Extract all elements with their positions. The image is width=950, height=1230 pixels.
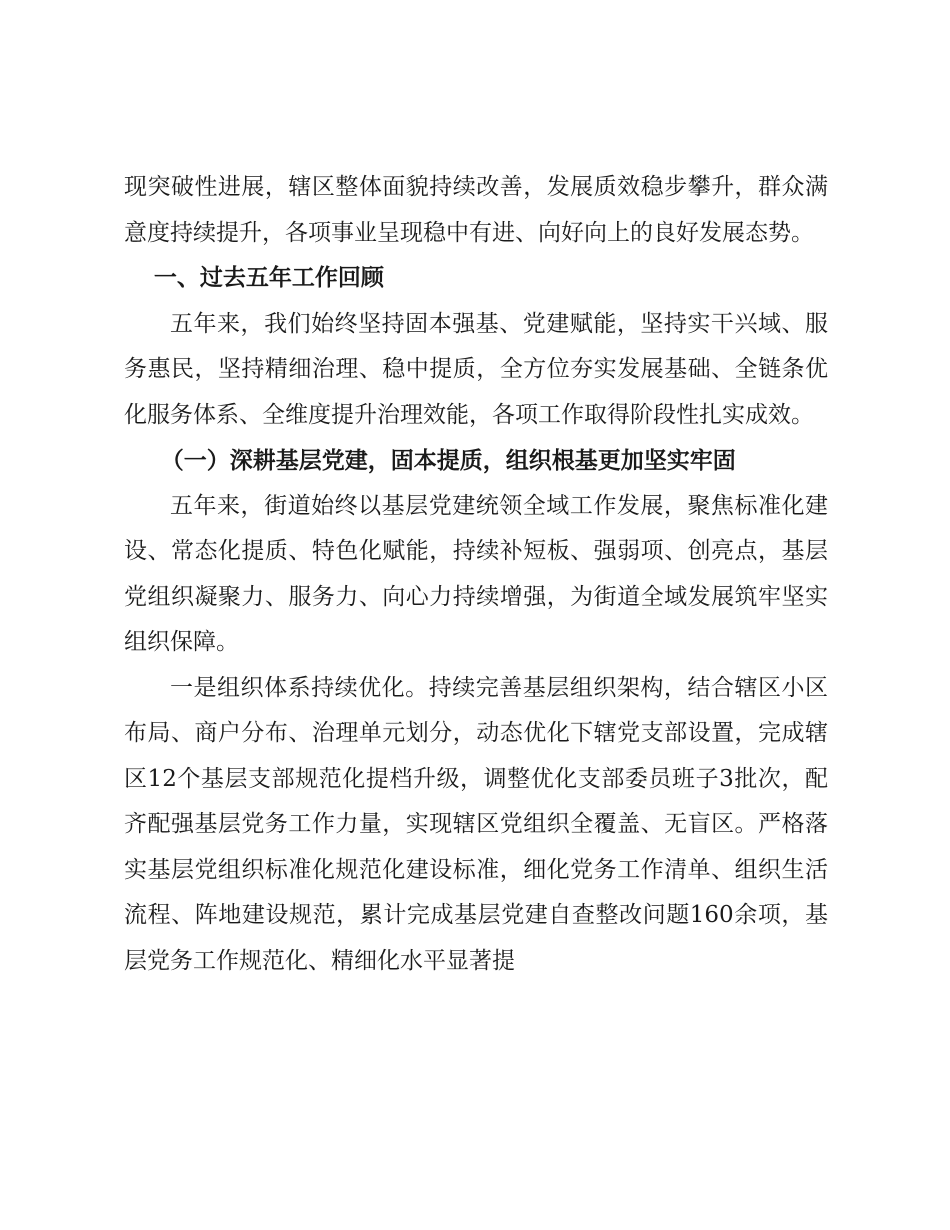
subsection-heading: （一）深耕基层党建，固本提质，组织根基更加坚实牢固 [160, 447, 736, 474]
paragraph-party-building: 五年来，街道始终以基层党建统领全域工作发展，聚焦标准化建设、常态化提质、特色化赋能，持续补短板、强弱项、创亮点，基层党组织凝聚力、服务力、向心力持续增强，为街道全域发展筑牢坚实组织保障。 [124, 492, 828, 655]
section-heading: 一、过去五年工作回顾 [153, 265, 384, 291]
document-body [124, 165, 828, 984]
paragraph-organization-system: 一是组织体系持续优化。持续完善基层组织架构，结合辖区小区布局、商户分布、治理单元划分，动态优化下辖党支部设置，完成辖区12个基层支部规范化提档升级，调整优化支部委员班子3批次，配齐配强基层党务工作力量，实现辖区党组织全覆盖、无盲区。严格落实基层党组织标准化规范化建设标准，细化党务工作清单、组织生活流程、阵地建设规范，累计完成基层党建自查整改问题160余项，基层党务工作规范化、精细化水平显著提 [124, 674, 828, 974]
paragraph-overview: 五年来，我们始终坚持固本强基、党建赋能，坚持实干兴域、服务惠民，坚持精细治理、稳中提质，全方位夯实发展基础、全链条优化服务体系、全维度提升治理效能，各项工作取得阶段性扎实成效。 [124, 310, 828, 428]
paragraph-continuation: 现突破性进展，辖区整体面貌持续改善，发展质效稳步攀升，群众满意度持续提升，各项事业呈现稳中有进、向好向上的良好发展态势。 [124, 174, 828, 246]
